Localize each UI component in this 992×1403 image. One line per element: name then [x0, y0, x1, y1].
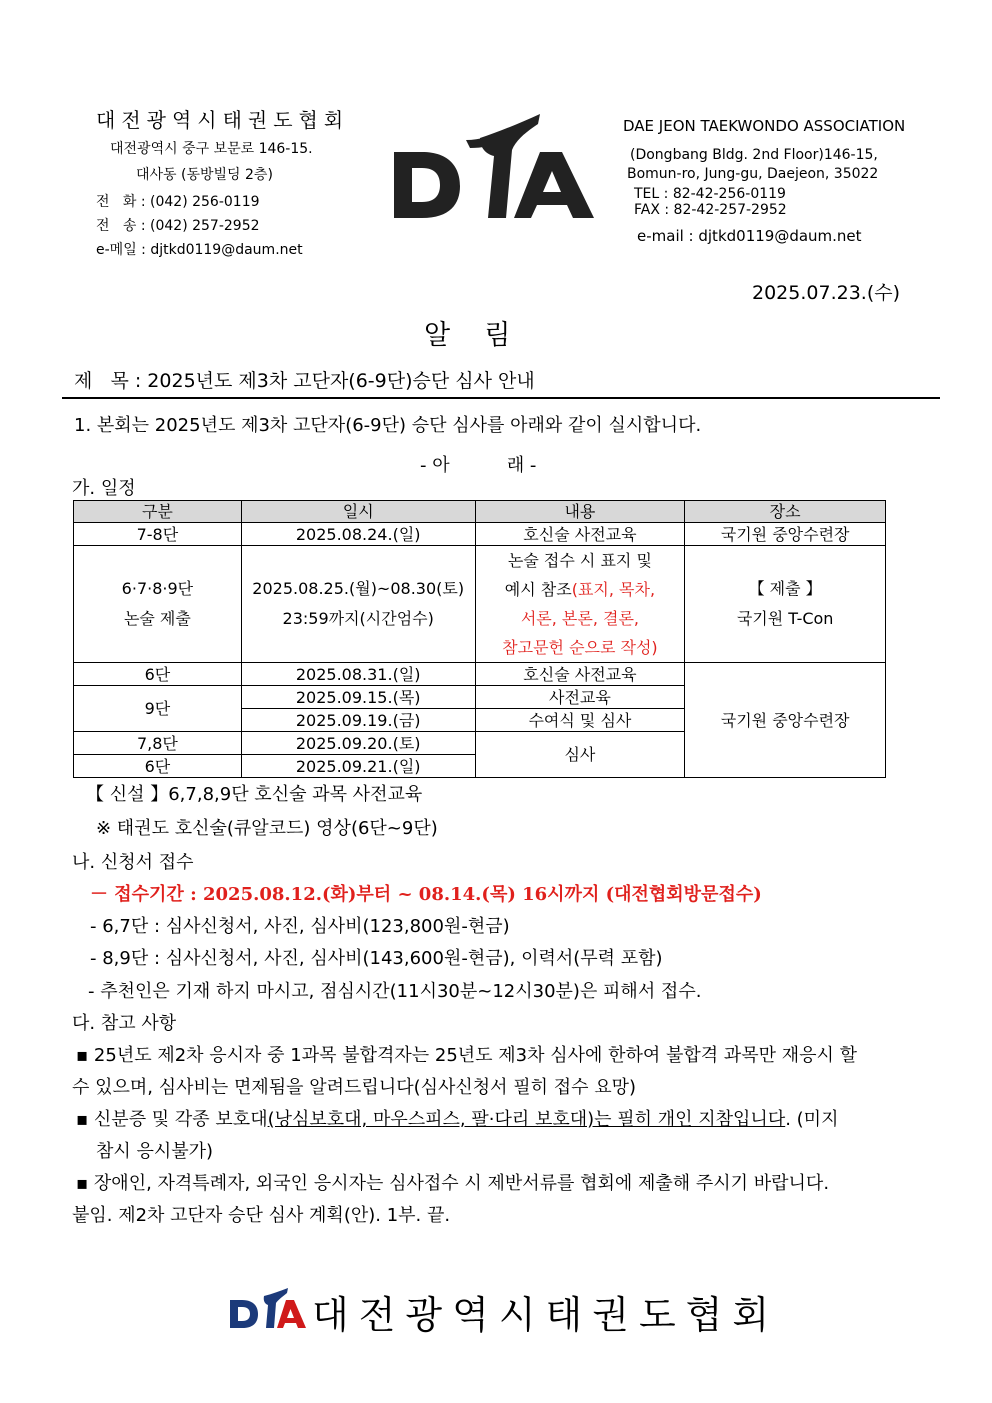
address-kr-line1: 대전광역시 중구 보문로 146-15.: [110, 141, 313, 157]
address-en-line2: Bomun-ro, Jung-gu, Daejeon, 35022: [627, 166, 879, 182]
header-place: 장소: [685, 501, 886, 523]
essay-note-line4: 참고문헌 순으로 작성): [502, 638, 658, 657]
fax-kr: 전 송 : (042) 257-2952: [96, 218, 260, 234]
schedule-table: [73, 500, 886, 778]
cell-content: 호신술 사전교육: [475, 663, 685, 686]
intro-paragraph: 1. 본회는 2025년도 제3차 고단자(6-9단) 승단 심사를 아래와 같이 실시합니다.: [74, 415, 702, 436]
header-category: 구분: [74, 501, 242, 523]
note-gear-prefix: ▪ 신분증 및 각종 보호대: [76, 1109, 268, 1130]
cell-date: 2025.09.21.(일): [241, 755, 475, 778]
cell-content: 호신술 사전교육: [475, 523, 685, 546]
header-content: 내용: [475, 501, 685, 523]
cell-grade: [74, 546, 242, 663]
tcon-label: 국기원 T-Con: [736, 609, 834, 628]
header-datetime: 일시: [241, 501, 475, 523]
cell-date: 2025.09.19.(금): [241, 709, 475, 732]
cell-date: 2025.08.24.(일): [241, 523, 475, 546]
cell-grade: 6단: [74, 755, 242, 778]
cell-date: 2025.09.20.(토): [241, 732, 475, 755]
email-en: e-mail : djtkd0119@daum.net: [637, 227, 862, 245]
cell-place: [685, 546, 886, 663]
email-kr: e-메일 : djtkd0119@daum.net: [96, 242, 303, 258]
dta-logo-graphic: [390, 110, 600, 222]
cell-grade: 9단: [74, 686, 242, 732]
note-gear-line1: [76, 1105, 838, 1131]
org-name-en: DAE JEON TAEKWONDO ASSOCIATION: [623, 117, 906, 135]
document-title: 알 림: [424, 320, 511, 351]
table-header-row: [74, 501, 886, 523]
below-marker: - 아 래 -: [420, 455, 537, 476]
essay-note-order-start: (표지, 목차,: [571, 580, 656, 599]
essay-note-line1: 논술 접수 시 표지 및: [507, 551, 652, 570]
cell-content: [475, 546, 685, 663]
recommender-note: - 추천인은 기재 하지 마시고, 점심시간(11시30분~12시30분)은 피해서 접수.: [88, 981, 702, 1002]
new-course-note: 【 신설 】6,7,8,9단 호신술 과목 사전교육: [86, 784, 423, 805]
address-kr-line2: 대사동 (동방빌딩 2층): [136, 167, 273, 183]
table-row: [74, 546, 886, 663]
phone-kr: 전 화 : (042) 256-0119: [96, 194, 260, 210]
dta-logo: [390, 110, 600, 222]
cell-grade-line1: 6·7·8·9단: [121, 579, 194, 598]
phone-en: TEL : 82-42-256-0119: [634, 186, 786, 202]
attachment-line: 붙임. 제2차 고단자 승단 심사 계획(안). 1부. 끝.: [72, 1205, 451, 1226]
section-a-heading: 가. 일정: [72, 478, 136, 499]
essay-note-line3: 서론, 본론, 결론,: [520, 609, 640, 628]
cell-date-line2: 23:59까지(시간엄수): [282, 609, 434, 628]
requirement-8-9: - 8,9단 : 심사신청서, 사진, 심사비(143,600원-현금), 이력서(무력 포함): [90, 948, 663, 969]
note-gear-suffix: . (미지: [785, 1109, 839, 1130]
footer-org-name: 대전광역시태권도협회: [312, 1293, 780, 1337]
cell-grade: 6단: [74, 663, 242, 686]
document-date: 2025.07.23.(수): [752, 282, 901, 304]
video-note: ※ 태권도 호신술(큐알코드) 영상(6단~9단): [96, 818, 438, 839]
essay-note-line2: [476, 575, 685, 604]
cell-date-line1: 2025.08.25.(월)~08.30(토): [252, 579, 465, 598]
cell-grade: 7-8단: [74, 523, 242, 546]
requirement-6-7: - 6,7단 : 심사신청서, 사진, 심사비(123,800원-현금): [90, 916, 510, 937]
cell-content-shared: 심사: [475, 732, 685, 778]
cell-date: 2025.08.31.(일): [241, 663, 475, 686]
cell-grade-line2: 논술 제출: [123, 609, 191, 628]
footer-logo: [228, 1288, 308, 1330]
cell-date: 2025.09.15.(목): [241, 686, 475, 709]
address-en-line1: (Dongbang Bldg. 2nd Floor)146-15,: [630, 147, 878, 163]
cell-content: 수여식 및 심사: [475, 709, 685, 732]
application-period: － 접수기간 : 2025.08.12.(화)부터 ~ 08.14.(목) 16시까지 (대전협회방문접수): [90, 884, 762, 905]
cell-grade: 7,8단: [74, 732, 242, 755]
essay-note-example: 예시 참조: [504, 580, 572, 599]
note-special-applicants: ▪ 장애인, 자격특례자, 외국인 응시자는 심사접수 시 제반서류를 협회에 제출해 주시기 바랍니다.: [76, 1173, 830, 1194]
cell-date: [241, 546, 475, 663]
footer-logo-graphic: [228, 1288, 308, 1330]
note-retake-line2: 수 있으며, 심사비는 면제됨을 알려드립니다(심사신청서 필히 접수 요망): [72, 1077, 637, 1098]
cell-place-shared: 국기원 중앙수련장: [685, 663, 886, 778]
note-retake-line1: ▪ 25년도 제2차 응시자 중 1과목 불합격자는 25년도 제3차 심사에 한하여 불합격 과목만 재응시 할: [76, 1045, 858, 1066]
submit-label: 【 제출 】: [748, 579, 822, 598]
org-name-kr: 대전광역시태권도협회: [96, 108, 350, 132]
subject-line: 제 목 : 2025년도 제3차 고단자(6-9단)승단 심사 안내: [74, 370, 535, 392]
table-row: [74, 663, 886, 686]
cell-place: 국기원 중앙수련장: [685, 523, 886, 546]
section-c-heading: 다. 참고 사항: [72, 1013, 177, 1034]
note-gear-line2: 참시 응시불가): [96, 1141, 214, 1162]
section-b-heading: 나. 신청서 접수: [72, 852, 194, 873]
subject-divider: [62, 397, 940, 399]
note-gear-underlined: (낭심보호대, 마우스피스, 팔·다리 보호대)는 필히 개인 지참입니다: [267, 1109, 786, 1130]
cell-content: 사전교육: [475, 686, 685, 709]
fax-en: FAX : 82-42-257-2952: [634, 202, 787, 218]
table-row: [74, 523, 886, 546]
